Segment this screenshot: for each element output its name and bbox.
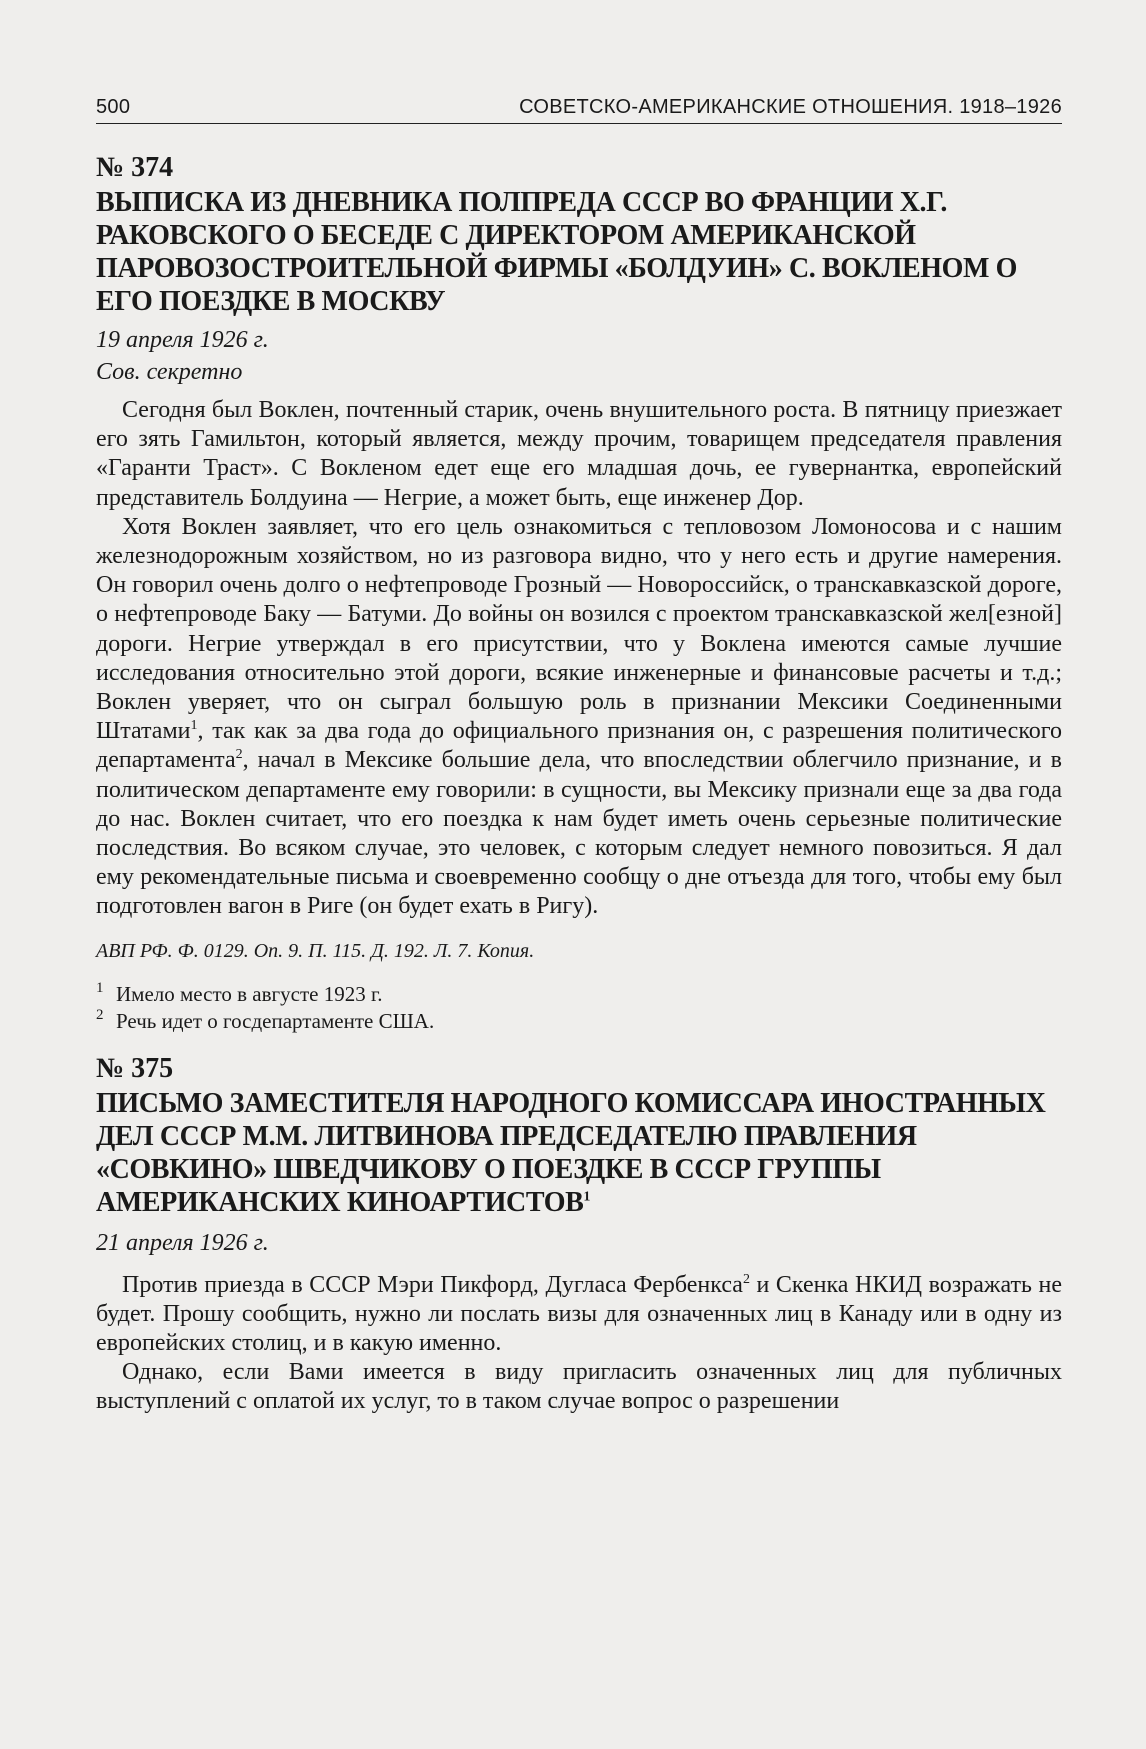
footnote-ref: 2 <box>235 747 243 763</box>
paragraph: Сегодня был Воклен, почтенный старик, очень внушительного роста. В пятницу приезжает его зять Гамильтон, который является, между прочим, товарищем председателя правления «Гаранти Траст». С Вокленом едет еще его младшая дочь, ее гувернантка, европейский представитель Болдуина — Негрие, а может быть, еще инженер Дор. <box>96 397 1062 511</box>
footnote-ref: 1 <box>583 1189 590 1205</box>
running-header <box>96 96 1062 124</box>
document-375 <box>96 1053 1062 1417</box>
footnote-mark: 2 <box>96 1006 104 1023</box>
document-374 <box>96 152 1062 1035</box>
footnote-mark: 1 <box>96 979 104 996</box>
footnotes <box>96 981 1062 1035</box>
document-date: 19 апреля 1926 г. <box>96 327 269 353</box>
document-date: 21 апреля 1926 г. <box>96 1229 269 1256</box>
page-number: 500 <box>96 96 131 118</box>
footnote-text: Речь идет о госдепартаменте США. <box>116 1008 435 1033</box>
footnote-ref: 2 <box>742 1271 750 1287</box>
paragraph: Против приезда в СССР Мэри Пикфорд, Дугласа Фербенкса$^2$ и Скенка НКИД возражать не будет. Прошу сообщить, нужно ли послать визы для означенных лиц в Канаду или в одну из европейских столиц, и в какую именно. <box>96 1271 1063 1357</box>
document-number: № 375 <box>96 1052 174 1084</box>
paragraph: Однако, если Вами имеется в виду пригласить означенных лиц для публичных выступлений с оплатой их услуг, то в таком случае вопрос о разрешении <box>96 1359 1062 1415</box>
footnote-ref: 1 <box>190 718 198 734</box>
document-number: № 374 <box>96 152 174 183</box>
footnote <box>96 1008 1062 1035</box>
running-title: СОВЕТСКО-АМЕРИКАНСКИЕ ОТНОШЕНИЯ. 1918–1926 <box>519 96 1062 118</box>
archive-reference: АВП РФ. Ф. 0129. Оп. 9. П. 115. Д. 192. Л. 7. Копия. <box>96 939 535 962</box>
paragraph: Хотя Воклен заявляет, что его цель ознакомиться с тепловозом Ломоносова и с нашим железнодорожным хозяйством, но из разговора видно, что у него есть и другие намерения. Он говорил очень долго о нефтепроводе Грозный — Новороссийск, о транскавказской дороге, о нефтепроводе Баку — Батуми. До войны он возился с проектом транскавказской жел[езной] дороги. Негрие утверждал в его присутствии, что у Воклена имеются самые лучшие исследования относительно этой дороги, всякие инженерные и финансовые расчеты и т.д.; Воклен уверяет, что он сыграл большую роль в признании Мексики Соединенными Штатами$^1$, так как за два года до официального признания он, с разрешения политического департамента$^2$, начал в Мексике большие дела, что впоследствии облегчило признание, и в политическом департаменте ему говорили: в сущности, вы Мексику признали еще за два года до нас. Воклен считает, что его поездка к нам будет иметь очень серьезные политические последствия. Во всяком случае, это человек, с которым следует немного повозиться. Я дал ему рекомендательные письма и своевременно сообщу о дне отъезда для того, чтобы ему был подготовлен вагон в Риге (он будет ехать в Ригу). <box>96 513 1062 920</box>
page-content <box>96 138 1062 1417</box>
document-title: ПИСЬМО ЗАМЕСТИТЕЛЯ НАРОДНОГО КОМИССАРА ИНОСТРАННЫХ ДЕЛ СССР М.М. ЛИТВИНОВА ПРЕДСЕДАТЕЛЮ ПРАВЛЕНИЯ «СОВКИНО» ШВЕДЧИКОВУ О ПОЕЗДКЕ В СССР ГРУППЫ АМЕРИКАНСКИХ КИНОАРТИСТОВ$^1$ <box>96 1087 1046 1218</box>
classification-stamp: Сов. секретно <box>96 359 243 385</box>
footnote <box>96 981 1062 1008</box>
footnote-text: Имело место в августе 1923 г. <box>116 981 383 1006</box>
document-title: ВЫПИСКА ИЗ ДНЕВНИКА ПОЛПРЕДА СССР ВО ФРАНЦИИ Х.Г. РАКОВСКОГО О БЕСЕДЕ С ДИРЕКТОРОМ АМЕРИКАНСКОЙ ПАРОВОЗОСТРОИТЕЛЬНОЙ ФИРМЫ «БОЛДУИН» С. ВОКЛЕНОМ О ЕГО ПОЕЗДКЕ В МОСКВУ <box>96 187 1018 317</box>
